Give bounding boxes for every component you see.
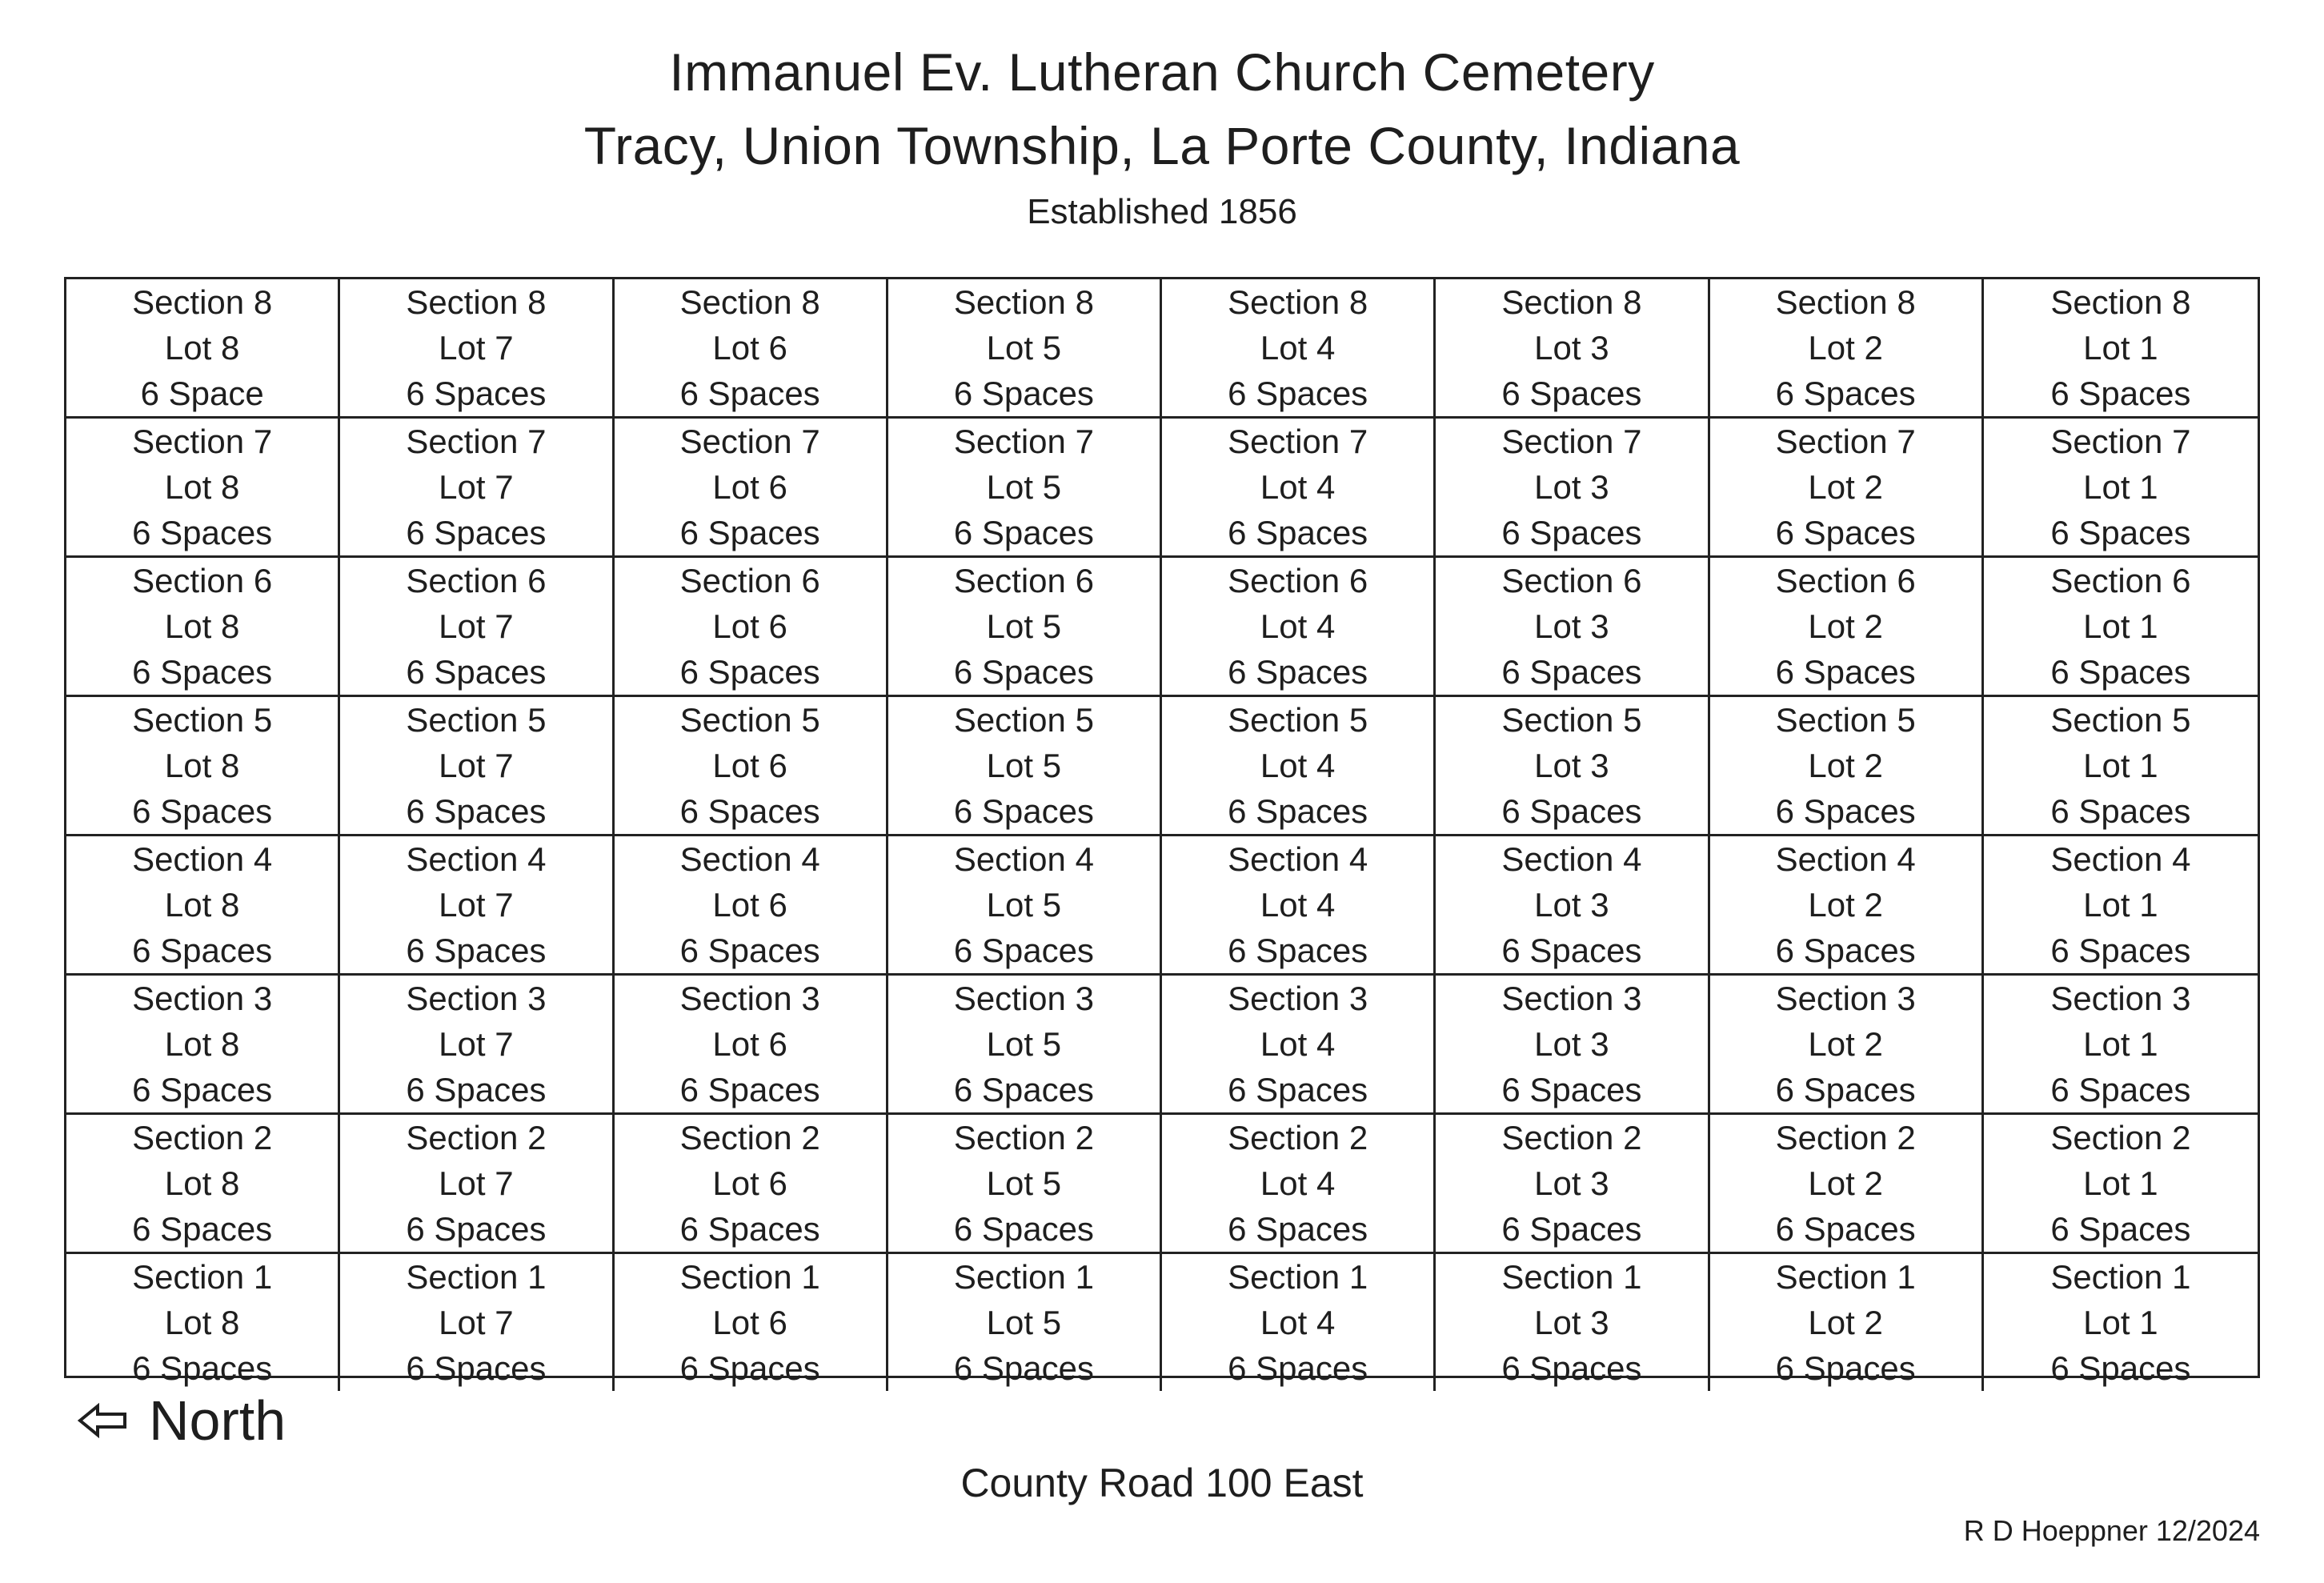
lot-cell-section: Section 1	[1228, 1258, 1368, 1296]
lot-cell-section: Section 5	[2050, 701, 2191, 739]
lot-cell-lot: Lot 5	[986, 1304, 1062, 1341]
lot-cell-spaces: 6 Spaces	[132, 514, 273, 551]
lot-cell-lot: Lot 3	[1534, 1025, 1609, 1063]
lot-cell-spaces: 6 Spaces	[2050, 1349, 2191, 1387]
lot-cell	[615, 1254, 888, 1391]
cemetery-title: Immanuel Ev. Lutheran Church Cemetery	[669, 42, 1655, 102]
lot-cell-section: Section 4	[953, 840, 1094, 878]
document-header	[0, 35, 2324, 238]
lot-cell-lot: Lot 5	[986, 886, 1062, 924]
lot-cell-spaces: 6 Spaces	[1775, 653, 1916, 691]
lot-cell-spaces: 6 Spaces	[1501, 1349, 1642, 1387]
lot-cell-section: Section 3	[679, 980, 820, 1017]
lot-cell-lot: Lot 7	[439, 886, 514, 924]
lot-cell	[1710, 836, 1984, 976]
lot-cell-lot: Lot 6	[712, 886, 787, 924]
lot-cell	[1162, 1115, 1436, 1254]
established-date: Established 1856	[1027, 192, 1297, 231]
lot-cell	[340, 836, 614, 976]
lot-cell-spaces: 6 Spaces	[679, 375, 820, 412]
lot-cell	[615, 1115, 888, 1254]
lot-cell-spaces: 6 Spaces	[132, 653, 273, 691]
lot-cell-section: Section 2	[1775, 1119, 1916, 1156]
lot-cell-section: Section 4	[132, 840, 273, 878]
lot-cell-section: Section 7	[679, 423, 820, 460]
lot-cell-spaces: 6 Spaces	[679, 1210, 820, 1248]
lot-cell-lot: Lot 2	[1808, 607, 1883, 645]
lot-cell-spaces: 6 Spaces	[953, 514, 1094, 551]
lot-cell-spaces: 6 Spaces	[132, 1349, 273, 1387]
lot-cell	[1436, 836, 1709, 976]
lot-cell	[66, 1254, 340, 1391]
lot-cell-section: Section 6	[1775, 562, 1916, 599]
lot-cell	[615, 976, 888, 1115]
lot-cell	[615, 697, 888, 836]
lot-cell-section: Section 1	[2050, 1258, 2191, 1296]
lot-cell-section: Section 2	[1228, 1119, 1368, 1156]
lot-cell	[66, 419, 340, 558]
lot-cell-section: Section 5	[132, 701, 273, 739]
lot-cell-section: Section 1	[132, 1258, 273, 1296]
lot-cell-spaces: 6 Spaces	[953, 932, 1094, 969]
lot-cell	[888, 697, 1162, 836]
lot-cell-spaces: 6 Spaces	[2050, 932, 2191, 969]
lot-cell-lot: Lot 1	[2083, 747, 2158, 784]
lot-cell-section: Section 5	[1501, 701, 1642, 739]
lot-cell-section: Section 7	[1501, 423, 1642, 460]
lot-cell-section: Section 6	[132, 562, 273, 599]
lot-cell-section: Section 7	[953, 423, 1094, 460]
lot-cell-section: Section 6	[2050, 562, 2191, 599]
lot-cell-lot: Lot 2	[1808, 886, 1883, 924]
lot-cell-section: Section 5	[1775, 701, 1916, 739]
lot-cell-lot: Lot 4	[1260, 468, 1336, 506]
lot-cell-lot: Lot 8	[164, 1304, 240, 1341]
lot-cell-spaces: 6 Spaces	[953, 1071, 1094, 1108]
lot-cell-spaces: 6 Spaces	[1501, 514, 1642, 551]
lot-cell-spaces: 6 Spaces	[406, 514, 547, 551]
lot-cell-section: Section 3	[1501, 980, 1642, 1017]
lot-cell-spaces: 6 Spaces	[2050, 1071, 2191, 1108]
lot-cell-section: Section 4	[406, 840, 547, 878]
lot-cell	[888, 976, 1162, 1115]
lot-cell	[1984, 558, 2258, 697]
lot-cell-lot: Lot 7	[439, 468, 514, 506]
lot-cell	[66, 558, 340, 697]
lot-cell-spaces: 6 Spaces	[406, 1210, 547, 1248]
lot-cell	[1710, 1115, 1984, 1254]
lot-cell-spaces: 6 Spaces	[679, 932, 820, 969]
lot-cell-lot: Lot 2	[1808, 329, 1883, 367]
lot-cell	[888, 419, 1162, 558]
lot-cell-lot: Lot 4	[1260, 886, 1336, 924]
lot-cell-section: Section 4	[1501, 840, 1642, 878]
lot-cell	[888, 1254, 1162, 1391]
lot-cell-section: Section 2	[953, 1119, 1094, 1156]
lot-cell-lot: Lot 2	[1808, 1025, 1883, 1063]
lot-cell	[1984, 1254, 2258, 1391]
lot-cell	[1162, 279, 1436, 419]
lot-cell-section: Section 1	[679, 1258, 820, 1296]
lot-cell-lot: Lot 6	[712, 468, 787, 506]
lot-cell-spaces: 6 Spaces	[1775, 932, 1916, 969]
lot-cell-spaces: 6 Spaces	[1775, 375, 1916, 412]
lot-cell	[615, 419, 888, 558]
lot-cell-spaces: 6 Spaces	[2050, 653, 2191, 691]
lot-cell-lot: Lot 7	[439, 329, 514, 367]
lot-cell-spaces: 6 Spaces	[1228, 932, 1368, 969]
lot-cell	[1984, 697, 2258, 836]
lot-cell-lot: Lot 8	[164, 747, 240, 784]
lot-cell	[888, 836, 1162, 976]
lot-cell-section: Section 8	[2050, 283, 2191, 321]
lot-cell-spaces: 6 Spaces	[679, 792, 820, 830]
lot-cell-lot: Lot 5	[986, 329, 1062, 367]
lot-cell	[340, 279, 614, 419]
lot-cell-section: Section 8	[679, 283, 820, 321]
lot-cell-spaces: 6 Spaces	[1775, 514, 1916, 551]
lot-cell-spaces: 6 Spaces	[1228, 1210, 1368, 1248]
lot-cell-section: Section 6	[406, 562, 547, 599]
lot-cell	[1710, 558, 1984, 697]
lot-cell-spaces: 6 Spaces	[1501, 653, 1642, 691]
lot-cell	[1436, 279, 1709, 419]
lot-cell-spaces: 6 Spaces	[132, 792, 273, 830]
lot-cell-lot: Lot 6	[712, 1304, 787, 1341]
lot-cell	[1710, 419, 1984, 558]
lot-cell	[340, 1115, 614, 1254]
lot-cell	[1162, 1254, 1436, 1391]
lot-cell-spaces: 6 Spaces	[406, 932, 547, 969]
lot-cell	[615, 558, 888, 697]
cemetery-location: Tracy, Union Township, La Porte County, Indiana	[583, 116, 1741, 175]
lot-cell	[1162, 419, 1436, 558]
lot-cell-lot: Lot 7	[439, 1304, 514, 1341]
lot-cell-spaces: 6 Spaces	[1775, 792, 1916, 830]
lot-cell	[66, 976, 340, 1115]
lot-cell-section: Section 1	[953, 1258, 1094, 1296]
lot-cell-section: Section 4	[1228, 840, 1368, 878]
lot-cell	[340, 697, 614, 836]
lot-cell-section: Section 8	[132, 283, 273, 321]
lot-cell	[1162, 836, 1436, 976]
lot-cell-spaces: 6 Spaces	[1501, 792, 1642, 830]
lot-cell-section: Section 1	[1775, 1258, 1916, 1296]
lot-cell-spaces: 6 Spaces	[679, 653, 820, 691]
lot-cell-lot: Lot 8	[164, 1025, 240, 1063]
lot-cell-section: Section 7	[1775, 423, 1916, 460]
lot-cell-spaces: 6 Spaces	[679, 1071, 820, 1108]
lot-cell	[1436, 419, 1709, 558]
lot-cell-section: Section 8	[1228, 283, 1368, 321]
lot-cell-lot: Lot 6	[712, 747, 787, 784]
lot-cell-lot: Lot 1	[2083, 468, 2158, 506]
lot-cell-lot: Lot 8	[164, 329, 240, 367]
lot-cell-spaces: 6 Spaces	[1228, 1071, 1368, 1108]
lot-cell	[1984, 976, 2258, 1115]
lot-cell-spaces: 6 Spaces	[1775, 1210, 1916, 1248]
lot-cell	[1436, 1254, 1709, 1391]
lot-cell-section: Section 5	[953, 701, 1094, 739]
lot-cell-lot: Lot 4	[1260, 329, 1336, 367]
lot-cell	[1436, 976, 1709, 1115]
lot-cell-section: Section 3	[2050, 980, 2191, 1017]
lot-cell-lot: Lot 3	[1534, 1304, 1609, 1341]
lot-cell-spaces: 6 Spaces	[1775, 1349, 1916, 1387]
lot-cell-spaces: 6 Spaces	[1228, 792, 1368, 830]
lot-cell-section: Section 1	[1501, 1258, 1642, 1296]
lot-cell-spaces: 6 Spaces	[1775, 1071, 1916, 1108]
lot-cell-spaces: 6 Spaces	[1228, 514, 1368, 551]
north-indicator	[77, 1385, 286, 1457]
lot-cell-lot: Lot 8	[164, 1164, 240, 1202]
lot-cell	[1984, 1115, 2258, 1254]
lot-cell-section: Section 1	[406, 1258, 547, 1296]
lot-cell-lot: Lot 3	[1534, 468, 1609, 506]
lot-cell-spaces: 6 Spaces	[1501, 932, 1642, 969]
lot-cell-section: Section 3	[1775, 980, 1916, 1017]
lot-cell	[615, 836, 888, 976]
lot-cell-section: Section 5	[406, 701, 547, 739]
lot-cell-lot: Lot 6	[712, 607, 787, 645]
lot-cell-lot: Lot 2	[1808, 1304, 1883, 1341]
lot-cell-section: Section 7	[406, 423, 547, 460]
lot-cell-section: Section 3	[1228, 980, 1368, 1017]
lot-cell-lot: Lot 5	[986, 468, 1062, 506]
lot-cell-lot: Lot 2	[1808, 468, 1883, 506]
lot-cell-lot: Lot 3	[1534, 886, 1609, 924]
lot-cell-lot: Lot 7	[439, 747, 514, 784]
lot-cell-spaces: 6 Spaces	[953, 1349, 1094, 1387]
lot-cell-lot: Lot 1	[2083, 329, 2158, 367]
lot-cell-lot: Lot 1	[2083, 886, 2158, 924]
lot-cell-section: Section 3	[132, 980, 273, 1017]
lot-cell-section: Section 6	[1228, 562, 1368, 599]
lot-cell-section: Section 3	[406, 980, 547, 1017]
lot-cell-lot: Lot 4	[1260, 1025, 1336, 1063]
lot-cell-lot: Lot 6	[712, 1025, 787, 1063]
lot-cell	[1984, 279, 2258, 419]
lot-cell-lot: Lot 7	[439, 1164, 514, 1202]
lot-cell-lot: Lot 4	[1260, 747, 1336, 784]
lot-cell-lot: Lot 5	[986, 1164, 1062, 1202]
lot-cell-spaces: 6 Spaces	[953, 653, 1094, 691]
road-label: County Road 100 East	[960, 1461, 1364, 1505]
lot-cell-section: Section 8	[1775, 283, 1916, 321]
lot-cell-section: Section 6	[1501, 562, 1642, 599]
lot-cell	[340, 419, 614, 558]
lot-cell-spaces: 6 Spaces	[132, 1210, 273, 1248]
lot-cell-section: Section 4	[1775, 840, 1916, 878]
lot-cell-lot: Lot 1	[2083, 1025, 2158, 1063]
lot-cell-spaces: 6 Spaces	[1228, 1349, 1368, 1387]
lot-cell-lot: Lot 1	[2083, 607, 2158, 645]
lot-cell-section: Section 7	[132, 423, 273, 460]
lot-cell	[1984, 419, 2258, 558]
lot-cell	[1162, 976, 1436, 1115]
lot-cell-section: Section 8	[1501, 283, 1642, 321]
lot-cell	[888, 279, 1162, 419]
lot-cell	[66, 697, 340, 836]
lot-cell-lot: Lot 8	[164, 886, 240, 924]
lot-cell	[340, 558, 614, 697]
lot-cell-section: Section 5	[1228, 701, 1368, 739]
lot-cell-spaces: 6 Spaces	[132, 1071, 273, 1108]
lot-cell	[1710, 976, 1984, 1115]
lot-cell	[1436, 558, 1709, 697]
lot-cell-lot: Lot 2	[1808, 747, 1883, 784]
lot-cell-section: Section 7	[2050, 423, 2191, 460]
lot-cell	[1984, 836, 2258, 976]
lot-cell-section: Section 3	[953, 980, 1094, 1017]
lot-cell	[1710, 1254, 1984, 1391]
lot-cell-lot: Lot 3	[1534, 607, 1609, 645]
lot-cell	[1162, 697, 1436, 836]
lot-cell-section: Section 6	[953, 562, 1094, 599]
lot-cell-spaces: 6 Spaces	[2050, 1210, 2191, 1248]
lot-cell-spaces: 6 Spaces	[1228, 375, 1368, 412]
lot-cell	[1436, 697, 1709, 836]
lot-cell-section: Section 2	[1501, 1119, 1642, 1156]
lot-cell-spaces: 6 Space	[140, 375, 264, 412]
lot-cell-lot: Lot 3	[1534, 1164, 1609, 1202]
lot-cell-lot: Lot 7	[439, 607, 514, 645]
lot-cell	[1710, 697, 1984, 836]
lot-cell	[888, 558, 1162, 697]
lot-cell-section: Section 8	[953, 283, 1094, 321]
lot-cell-section: Section 4	[679, 840, 820, 878]
lot-cell-lot: Lot 8	[164, 468, 240, 506]
lot-cell-spaces: 6 Spaces	[2050, 375, 2191, 412]
lot-cell-spaces: 6 Spaces	[2050, 792, 2191, 830]
author-credit: R D Hoeppner 12/2024	[1963, 1514, 2260, 1547]
lot-cell-spaces: 6 Spaces	[406, 1071, 547, 1108]
lot-cell	[1162, 558, 1436, 697]
lot-cell-spaces: 6 Spaces	[953, 375, 1094, 412]
lot-cell-spaces: 6 Spaces	[1228, 653, 1368, 691]
lot-cell-lot: Lot 5	[986, 747, 1062, 784]
lot-cell-section: Section 2	[2050, 1119, 2191, 1156]
lot-cell-spaces: 6 Spaces	[406, 375, 547, 412]
lot-cell-lot: Lot 3	[1534, 747, 1609, 784]
lot-cell-spaces: 6 Spaces	[1501, 1210, 1642, 1248]
lot-cell-spaces: 6 Spaces	[953, 792, 1094, 830]
lot-cell	[340, 1254, 614, 1391]
lot-cell	[340, 976, 614, 1115]
north-label: North	[149, 1389, 286, 1452]
lot-cell-spaces: 6 Spaces	[406, 653, 547, 691]
lot-cell-spaces: 6 Spaces	[406, 792, 547, 830]
lot-cell-section: Section 5	[679, 701, 820, 739]
lot-cell-section: Section 4	[2050, 840, 2191, 878]
lot-cell-lot: Lot 5	[986, 1025, 1062, 1063]
lot-cell-lot: Lot 1	[2083, 1164, 2158, 1202]
lot-cell-lot: Lot 2	[1808, 1164, 1883, 1202]
lot-cell	[615, 279, 888, 419]
lot-cell-lot: Lot 4	[1260, 1164, 1336, 1202]
lot-cell-spaces: 6 Spaces	[1501, 375, 1642, 412]
lot-cell-spaces: 6 Spaces	[953, 1210, 1094, 1248]
cemetery-lot-grid	[64, 277, 2260, 1387]
lot-cell-lot: Lot 4	[1260, 1304, 1336, 1341]
left-arrow-icon	[77, 1403, 128, 1438]
lot-cell-section: Section 2	[406, 1119, 547, 1156]
lot-cell-section: Section 6	[679, 562, 820, 599]
lot-cell-lot: Lot 4	[1260, 607, 1336, 645]
lot-cell-spaces: 6 Spaces	[1501, 1071, 1642, 1108]
lot-cell-lot: Lot 5	[986, 607, 1062, 645]
lot-cell-spaces: 6 Spaces	[132, 932, 273, 969]
lot-cell-spaces: 6 Spaces	[679, 514, 820, 551]
lot-cell-lot: Lot 7	[439, 1025, 514, 1063]
lot-cell	[1710, 279, 1984, 419]
lot-cell-section: Section 2	[679, 1119, 820, 1156]
lot-cell	[888, 1115, 1162, 1254]
lot-cell	[66, 1115, 340, 1254]
lot-cell	[1436, 1115, 1709, 1254]
lot-cell-lot: Lot 6	[712, 1164, 787, 1202]
lot-cell	[66, 836, 340, 976]
lot-cell-spaces: 6 Spaces	[679, 1349, 820, 1387]
lot-cell-section: Section 8	[406, 283, 547, 321]
lot-cell-lot: Lot 8	[164, 607, 240, 645]
lot-cell-section: Section 7	[1228, 423, 1368, 460]
lot-cell-spaces: 6 Spaces	[2050, 514, 2191, 551]
lot-cell-section: Section 2	[132, 1119, 273, 1156]
lot-cell-lot: Lot 1	[2083, 1304, 2158, 1341]
lot-cell-lot: Lot 6	[712, 329, 787, 367]
lot-cell-lot: Lot 3	[1534, 329, 1609, 367]
lot-cell-spaces: 6 Spaces	[406, 1349, 547, 1387]
lot-cell	[66, 279, 340, 419]
